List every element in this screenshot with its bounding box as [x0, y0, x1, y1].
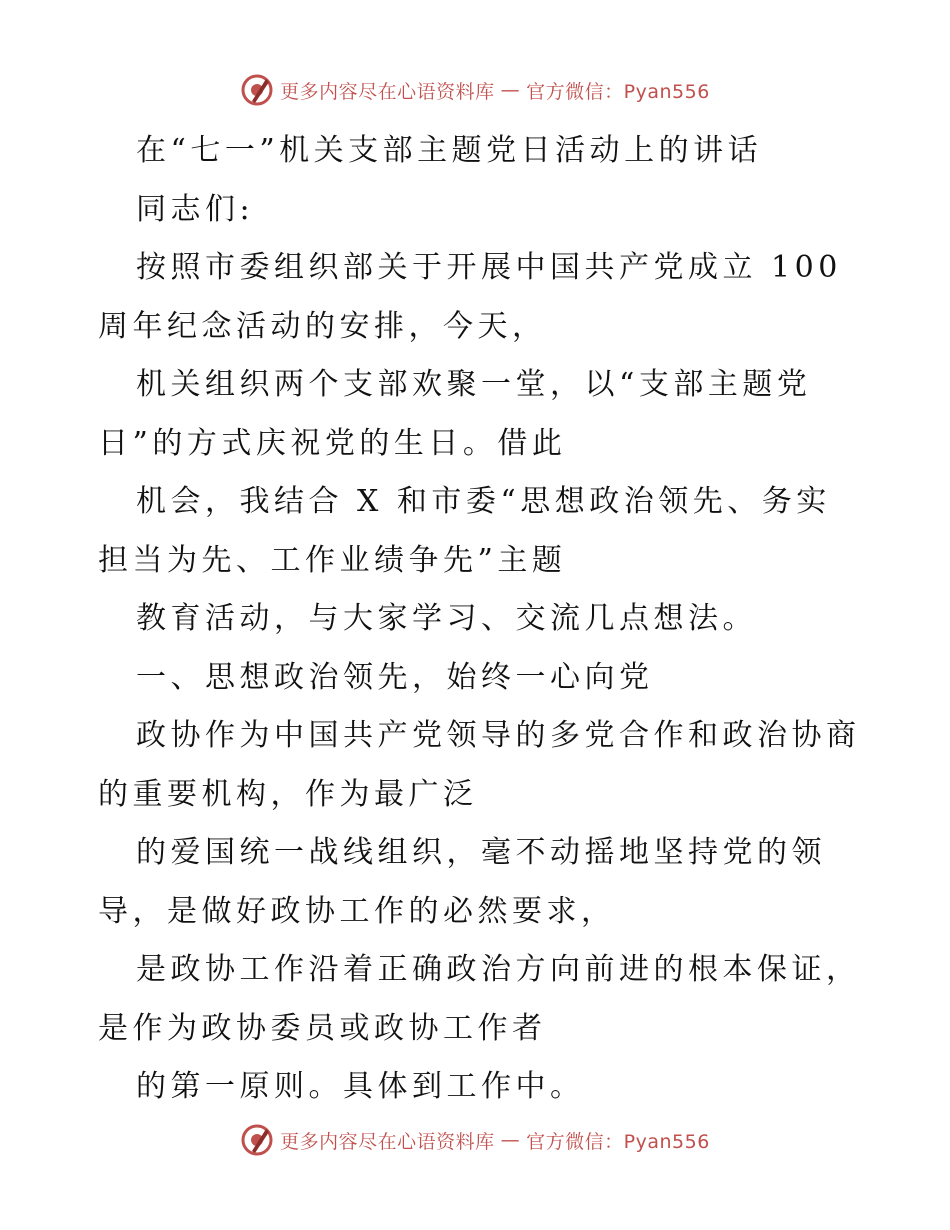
paragraph-line: 政协作为中国共产党领导的多党合作和政治协商 [136, 718, 861, 753]
paragraph-line: 的第一原则。具体到工作中。 [136, 1069, 585, 1104]
paragraph-line: 的爱国统一战线组织，毫不动摇地坚持党的领 [136, 835, 826, 870]
section-heading: 一、思想政治领先，始终一心向党 [136, 659, 654, 695]
paragraph-line: 周年纪念活动的安排，今天， [98, 308, 547, 344]
pen-logo-icon [240, 1123, 274, 1157]
footer-watermark [0, 1120, 950, 1160]
paragraph-line: 教育活动，与大家学习、交流几点想法。 [136, 601, 757, 636]
paragraph-line: 按照市委组织部关于开展中国共产党成立 100 [136, 250, 842, 285]
paragraph-line: 担当为先、工作业绩争先”主题 [98, 542, 567, 578]
watermark-banner [240, 1123, 710, 1157]
pen-logo-icon [240, 73, 274, 107]
paragraph-line: 机关组织两个支部欢聚一堂，以“支部主题党 [136, 367, 812, 402]
paragraph-line: 导，是做好政协工作的必然要求， [98, 893, 616, 929]
paragraph-line: 是作为政协委员或政协工作者 [98, 1010, 547, 1046]
paragraph-line: 是政协工作沿着正确政治方向前进的根本保证， [136, 952, 861, 987]
watermark-dash: — [500, 79, 521, 101]
header-watermark [0, 70, 950, 110]
watermark-banner [240, 73, 710, 107]
watermark-text: 更多内容尽在心语资料库 [280, 1130, 495, 1153]
document-body [98, 122, 861, 1117]
watermark-wechat: 官方微信：Pyan556 [526, 80, 710, 103]
paragraph-line: 的重要机构，作为最广泛 [98, 776, 478, 812]
watermark-text: 更多内容尽在心语资料库 [280, 80, 495, 103]
paragraph-line: 日”的方式庆祝党的生日。借此 [98, 425, 567, 461]
watermark-dash: — [500, 1129, 521, 1151]
paragraph-line: 机会，我结合 X 和市委“思想政治领先、务实 [136, 484, 831, 519]
document-title: 在“七一”机关支部主题党日活动上的讲话 [136, 133, 763, 168]
watermark-wechat: 官方微信：Pyan556 [526, 1130, 710, 1153]
salutation: 同志们: [136, 191, 255, 227]
